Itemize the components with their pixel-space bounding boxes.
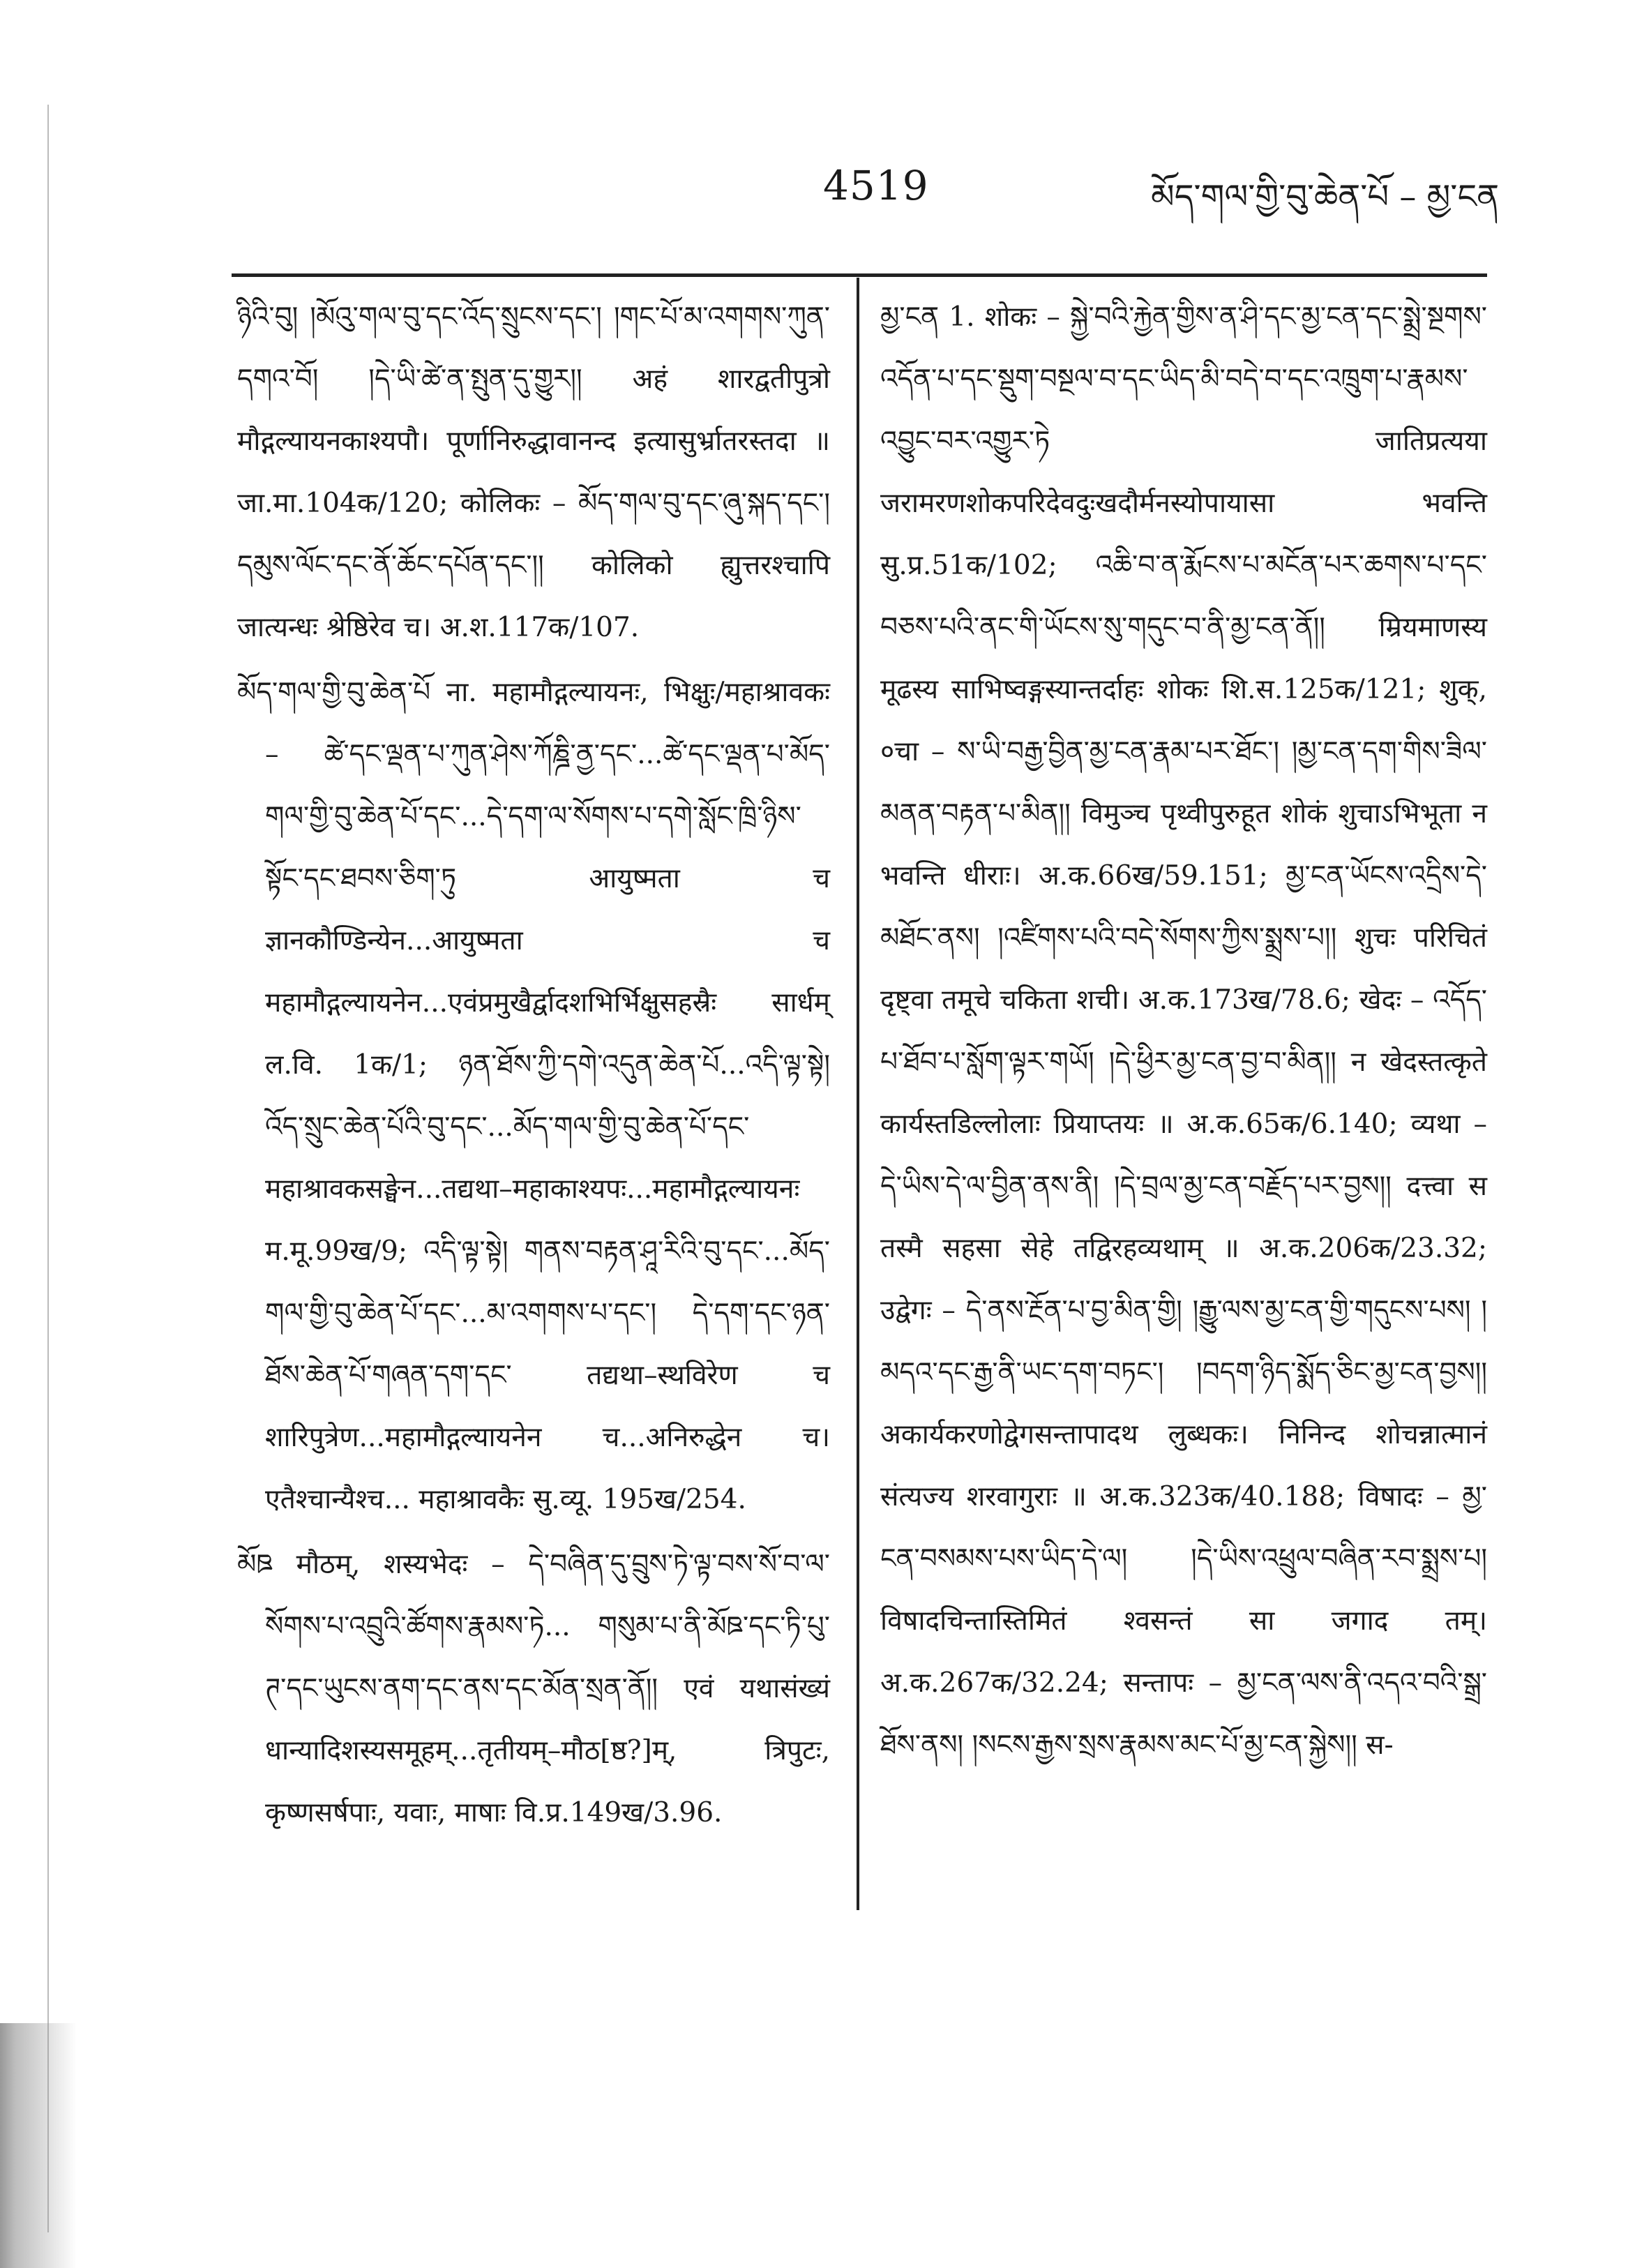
scan-margin-line xyxy=(47,105,49,2232)
left-column xyxy=(237,286,830,1844)
entry-continuation: ཉིའི་བུ། །མོའུ་གལ་བུ་དང་འོད་སྲུངས་དང་། །གང་པོ་མ་འགགས་ཀུན་དགའ་བོ། །དེ་ཡི་ཚེ་ན་སྤུན་དུ་གྱུར།། अहं शारद्वतीपुत्रो मौद्गल्यायनकाश्यपौ। पूर्णानिरुद्धावानन्द इत्यासुर्भ्रातरस्तदा ॥ जा.मा.104क/120; कोलिकः – མོད་གལ་བུ་དང་ཞུ་སྐད་དང་། དམུས་ལོང་དང་ནོ་ཆོང་དཔོན་དང་།། कोलिको ह्युत्तरश्चापि जात्यन्धः श्रेष्ठिरेव च। अ.श.117क/107. xyxy=(237,301,830,643)
header-rule xyxy=(232,273,1487,277)
entry-mod-gal-gyi-bu-chen-po: མོད་གལ་གྱི་བུ་ཆེན་པོ ना. महामौद्गल्यायनः, भिक्षुः/महाश्रावकः – ཚེ་དང་ལྡན་པ་ཀུན་ཤེས་ཀོཎྜི་ནྱ་དང་...ཚེ་དང་ལྡན་པ་མོད་གལ་གྱི་བུ་ཆེན་པོ་དང་...དེ་དག་ལ་སོགས་པ་དགེ་སློང་ཁྲི་ཉིས་སྟོང་དང་ཐབས་ཅིག་ཏུ आयुष्मता च ज्ञानकौण्डिन्येन...आयुष्मता च महामौद्गल्यायनेन...एवंप्रमुखैर्द्वादशभिर्भिक्षुसहस्रैः सार्धम् ल.वि. 1क/1; ཉན་ཐོས་ཀྱི་དགེ་འདུན་ཆེན་པོ...འདི་ལྟ་སྟེ། འོད་སྲུང་ཆེན་པོའི་བུ་དང་...མོད་གལ་གྱི་བུ་ཆེན་པོ་དང་ महाश्रावकसङ्घेन...तद्यथा–महाकाश्यपः...महामौद्गल्यायनः म.मू.99ख/9; འདི་ལྟ་སྟེ། གནས་བརྟན་ཤཱ་རིའི་བུ་དང་...མོད་གལ་གྱི་བུ་ཆེན་པོ་དང་...མ་འགགས་པ་དང་། དེ་དག་དང་ཉན་ཐོས་ཆེན་པོ་གཞན་དག་དང་ तद्यथा–स्थविरेण च शारिपुत्रेण...महामौद्गल्यायनेन च...अनिरुद्धेन च। एतैश्चान्यैश्च... महाश्रावकैः सु.व्यू. 195ख/254. xyxy=(237,677,830,1515)
running-head: མོད་གལ་གྱི་བུ་ཆེན་པོ – མྱ་ངན xyxy=(1151,177,1500,216)
right-column xyxy=(880,286,1487,1776)
scan-edge-shadow xyxy=(0,2023,77,2268)
entry-mya-ngan: མྱ་ངན 1. शोकः – སྐྱེ་བའི་རྐྱེན་གྱིས་ན་ཤི་དང་མྱ་ངན་དང་སྨྲེ་སྔགས་འདོན་པ་དང་སྡུག་བསྔལ་བ་དང་ཡིད་མི་བདེ་བ་དང་འཁྲུག་པ་རྣམས་འབྱུང་བར་འགྱུར་ཏེ जातिप्रत्यया जरामरणशोकपरिदेवदुःखदौर्मनस्योपायासा भवन्ति सु.प्र.51क/102; འཆི་བ་ན་རྨོངས་པ་མངོན་པར་ཆགས་པ་དང་བཅས་པའི་ནང་གི་ཡོངས་སུ་གདུང་བ་ནི་མྱ་ངན་ནོ།། म्रियमाणस्य मूढस्य साभिष्वङ्गस्यान्तर्दाहः शोकः शि.स.125क/121; शुक्, ०चा – ས་ཡི་བརྒྱ་བྱིན་མྱ་ངན་རྣམ་པར་ཐོང་། །མྱ་ངན་དག་གིས་ཟིལ་མནན་བརྟན་པ་མིན།། विमुञ्च पृथ्वीपुरुहूत शोकं शुचाऽभिभूता न भवन्ति धीराः। अ.क.66ख/59.151; མྱ་ངན་ཡོངས་འདྲིས་དེ་མཐོང་ནས། །འཛིགས་པའི་བདེ་སོགས་ཀྱིས་སྨྲས་པ།། शुचः परिचितं दृष्ट्वा तमूचे चकिता शची। अ.क.173ख/78.6; खेदः – འདོད་པ་ཐོབ་པ་སློག་ལྟར་གཡོ། །དེ་ཕྱིར་མྱ་ངན་བྱ་བ་མིན།། न खेदस्तत्कृते कार्यस्तडिल्लोलाः प्रियाप्तयः ॥ अ.क.65क/6.140; व्यथा – དེ་ཡིས་དེ་ལ་བྱིན་ནས་ནི། །དེ་བྲལ་མྱ་ངན་བརྗོད་པར་བྱས།། दत्त्वा स तस्मै सहसा सेहे तद्विरहव्यथाम् ॥ अ.क.206क/23.32; उद्वेगः – དེ་ནས་རྔོན་པ་བྱ་མིན་གྱི། །རྒྱུ་ལས་མྱ་ངན་གྱི་གདུངས་པས། །མདའ་དང་རྒྱ་ནི་ཡང་དག་བཏང་། །བདག་ཉིད་སྨོད་ཅིང་མྱ་ངན་བྱས།། अकार्यकरणोद्वेगसन्तापादथ लुब्धकः। निनिन्द शोचन्नात्मानं संत्यज्य शरवागुराः ॥ अ.क.323क/40.188; विषादः – མྱ་ངན་བསམས་པས་ཡིད་དེ་ལ། །དེ་ཡིས་འཕྲུལ་བཞིན་རབ་སྨྲས་པ། विषादचिन्तास्तिमितं श्वसन्तं सा जगाद तम्। अ.क.267क/32.24; सन्तापः – མྱ་ངན་ལས་ནི་འདའ་བའི་སྒྲ་ཐོས་ནས། །སངས་རྒྱས་སྲས་རྣམས་མང་པོ་མྱ་ངན་སྐྱེས།། स- xyxy=(880,301,1487,1761)
column-divider xyxy=(857,278,859,1910)
entry-mautha: མོཋ मौठम्, शस्यभेदः – དེ་བཞིན་དུ་བྲུས་ཏེ་ལྟ་བས་སོ་བ་ལ་སོགས་པ་འབྲུའི་ཚོགས་རྣམས་ཏེ... གསུམ་པ་ནི་མོཋ་དང་ཏི་པུ་ཊ་དང་ཡུངས་ནག་དང་ནས་དང་མོན་སྲན་ནོ།། एवं यथासंख्यं धान्यादिशस्यसमूहम्...तृतीयम्–मौठ[ष्ठ?]म्, त्रिपुटः, कृष्णसर्षपाः, यवाः, माषाः वि.प्र.149ख/3.96. xyxy=(237,1549,830,1828)
page-number: 4519 xyxy=(823,162,929,209)
